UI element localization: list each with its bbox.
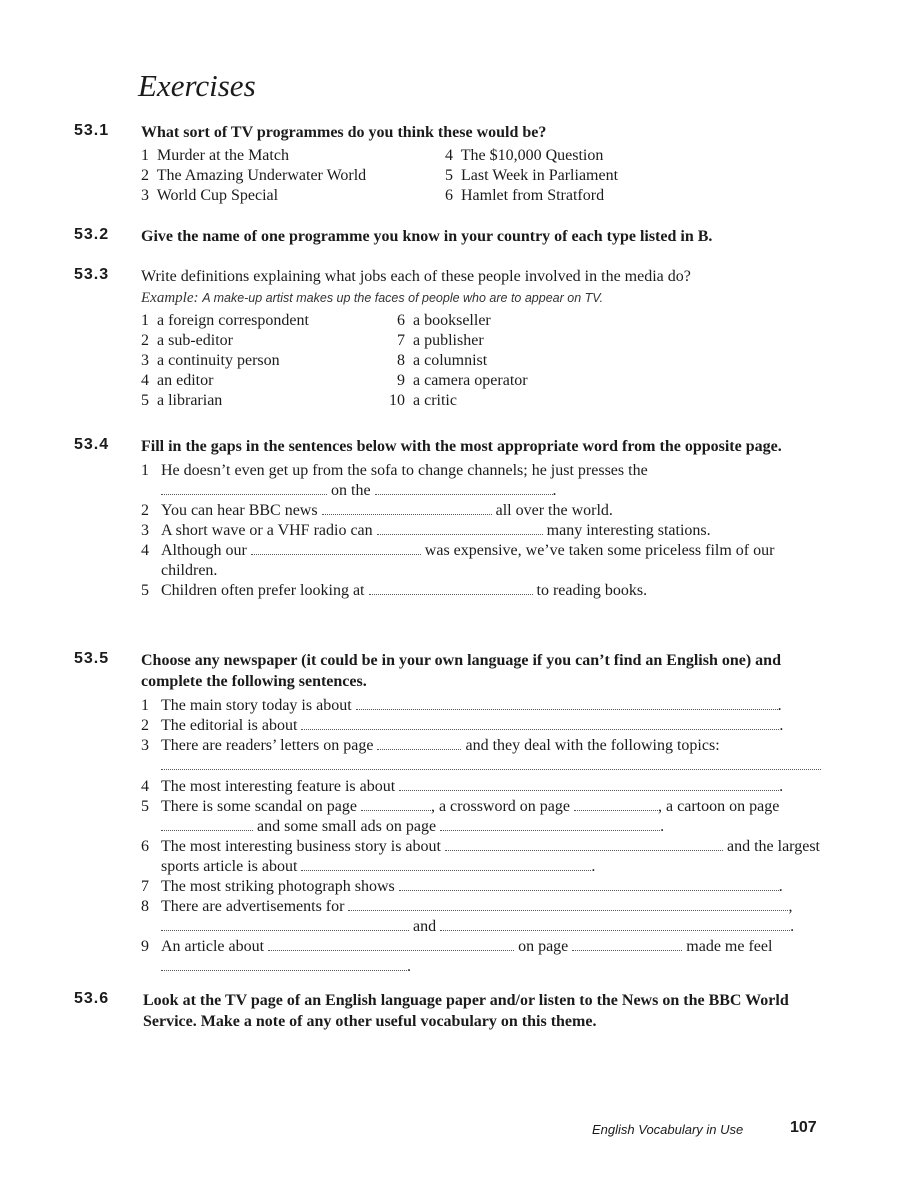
list-item: 3 There are readers’ letters on page and they deal with the following topics:	[141, 736, 821, 770]
exercise-body	[141, 436, 801, 601]
blank[interactable]	[572, 937, 682, 951]
example-label: Example:	[141, 290, 199, 306]
sentence-list	[141, 461, 801, 601]
list-item: 6 Hamlet from Stratford	[445, 187, 605, 204]
instruction: Look at the TV page of an English language paper and/or listen to the News on the BBC World Service. Make a note of any other useful vocabulary on this theme.	[143, 992, 789, 1030]
exercise-number: 53.1	[74, 122, 110, 139]
blank[interactable]	[375, 481, 553, 495]
instruction: Give the name of one programme you know in your country of each type listed in B.	[141, 228, 713, 245]
instruction: Write definitions explaining what jobs each of these people involved in the media do?	[141, 268, 691, 285]
blank[interactable]	[161, 756, 821, 770]
list-item: 2 The Amazing Underwater World	[141, 167, 367, 184]
exercise-body	[143, 990, 803, 1032]
blank[interactable]	[161, 917, 409, 931]
blank[interactable]	[377, 521, 543, 535]
exercise-body	[141, 266, 821, 411]
list-item: 4 The most interesting feature is about .	[141, 778, 784, 795]
list-item: 9 An article about on page made me feel .	[141, 938, 773, 975]
blank[interactable]	[301, 716, 779, 730]
book-title: English Vocabulary in Use	[592, 1122, 744, 1137]
page-title: Exercises	[138, 68, 256, 103]
blank[interactable]	[268, 937, 514, 951]
blank[interactable]	[348, 897, 788, 911]
blank[interactable]	[574, 797, 658, 811]
blank[interactable]	[356, 696, 778, 710]
exercise-number: 53.5	[74, 650, 110, 667]
blank[interactable]	[161, 817, 253, 831]
blank[interactable]	[322, 501, 492, 515]
exercise-number: 53.2	[74, 226, 110, 243]
list-item: 6 The most interesting business story is about and the largest sports article is about .	[141, 838, 820, 875]
exercise-number: 53.4	[74, 436, 110, 453]
instruction: Fill in the gaps in the sentences below with the most appropriate word from the opposite page.	[141, 438, 782, 455]
list-item: 10 a critic	[389, 392, 457, 409]
page-number: 107	[790, 1119, 817, 1136]
blank[interactable]	[440, 917, 790, 931]
list-item: 8 There are advertisements for , and .	[141, 898, 795, 935]
blank[interactable]	[399, 877, 779, 891]
blank[interactable]	[251, 541, 421, 555]
list-item: 2 a sub-editor	[141, 332, 233, 349]
list-item: 1 The main story today is about .	[141, 697, 782, 714]
list-item: 3 a continuity person	[141, 352, 280, 369]
sentence-list	[141, 696, 821, 977]
blank[interactable]	[361, 797, 431, 811]
blank[interactable]	[301, 857, 591, 871]
list-item: 8 a columnist	[397, 352, 488, 369]
list-item: 2 You can hear BBC news all over the world.	[141, 502, 613, 519]
blank[interactable]	[161, 481, 327, 495]
list-item: 2 The editorial is about .	[141, 717, 784, 734]
blank[interactable]	[369, 581, 533, 595]
blank[interactable]	[377, 736, 461, 750]
list-item: 9 a camera operator	[397, 372, 528, 389]
list-item: 4 The $10,000 Question	[445, 147, 604, 164]
blank[interactable]	[440, 817, 660, 831]
list-item: 7 a publisher	[397, 332, 484, 349]
item-grid	[141, 146, 821, 206]
blank[interactable]	[445, 837, 723, 851]
list-item: 5 There is some scandal on page , a crossword on page , a cartoon on page and some small ads on page .	[141, 798, 780, 835]
example	[141, 288, 821, 308]
list-item: 5 Children often prefer looking at to reading books.	[141, 582, 648, 599]
example-text: A make-up artist makes up the faces of people who are to appear on TV.	[202, 291, 604, 305]
list-item: 1 Murder at the Match	[141, 147, 289, 164]
exercise-body	[141, 226, 821, 247]
item-grid	[141, 311, 821, 411]
list-item: 1 a foreign correspondent	[141, 312, 309, 329]
list-item: 7 The most striking photograph shows .	[141, 878, 783, 895]
exercise-number: 53.6	[74, 990, 110, 1007]
list-item: 3 A short wave or a VHF radio can many interesting stations.	[141, 522, 711, 539]
blank[interactable]	[161, 957, 407, 971]
list-item: 3 World Cup Special	[141, 187, 279, 204]
list-item: 1 He doesn’t even get up from the sofa to change channels; he just presses the on the .	[141, 462, 648, 499]
exercise-body	[141, 122, 821, 206]
list-item: 4 an editor	[141, 372, 214, 389]
list-item: 6 a bookseller	[397, 312, 491, 329]
instruction: Choose any newspaper (it could be in your own language if you can’t find an English one) and complete the following sentences.	[141, 652, 781, 690]
list-item: 5 Last Week in Parliament	[445, 167, 619, 184]
blank[interactable]	[399, 777, 779, 791]
exercise-body	[141, 650, 821, 977]
list-item: 4 Although our was expensive, we’ve taken some priceless film of our children.	[141, 542, 775, 579]
instruction: What sort of TV programmes do you think these would be?	[141, 124, 547, 141]
list-item: 5 a librarian	[141, 392, 223, 409]
exercise-number: 53.3	[74, 266, 110, 283]
